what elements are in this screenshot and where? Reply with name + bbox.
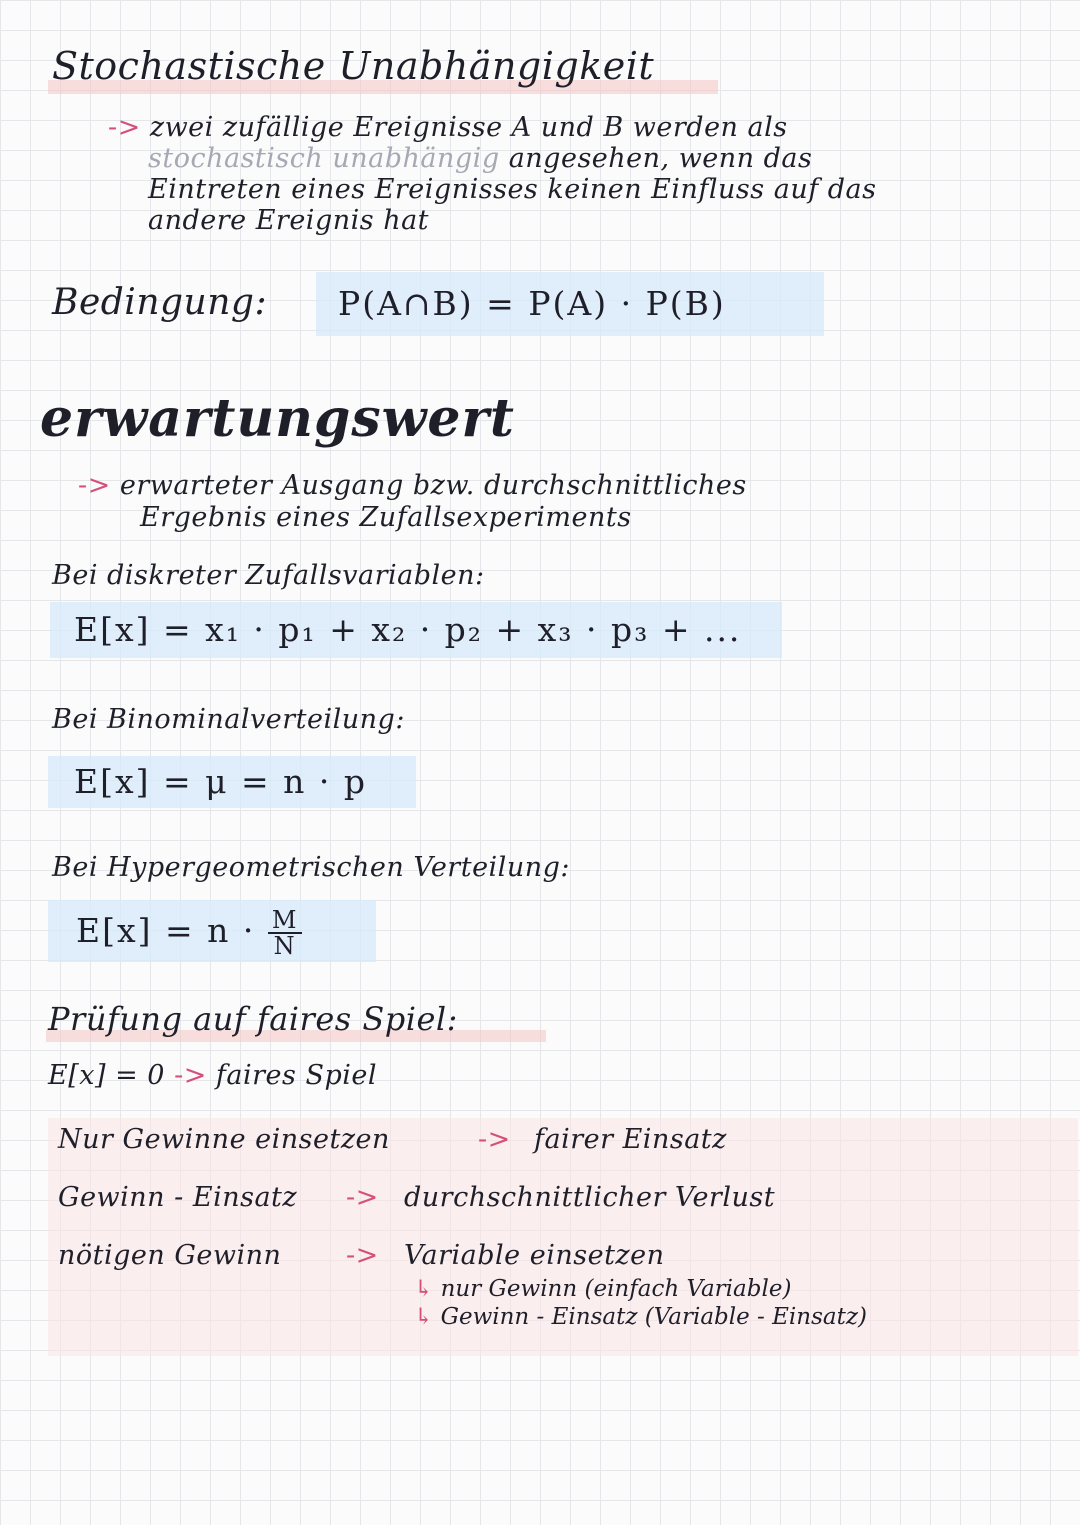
fraction-numerator: M: [268, 908, 303, 934]
return-arrow-icon: ↳: [414, 1304, 434, 1330]
rule-row-1-left: Nur Gewinne einsetzen: [58, 1124, 390, 1155]
condition-label: Bedingung:: [52, 282, 268, 323]
discrete-label: Bei diskreter Zufallsvariablen:: [52, 560, 485, 591]
rule-row-2-left: Gewinn - Einsatz: [58, 1182, 298, 1213]
arrow-icon: ->: [346, 1240, 379, 1271]
rule-row-3-right: Variable einsetzen: [404, 1240, 665, 1271]
sub-rule-1: [414, 1276, 791, 1302]
section-title-fair-game: Prüfung auf faires Spiel:: [48, 1000, 458, 1038]
condition-formula: P(A∩B) = P(A) · P(B): [338, 284, 726, 323]
rule-row-3-left: nötigen Gewinn: [58, 1240, 282, 1271]
definition-text-2: angesehen, wenn das: [499, 143, 813, 174]
arrow-icon: ->: [108, 112, 141, 143]
definition-line-3: Eintreten eines Ereignisses keinen Einfluss auf das: [148, 174, 877, 205]
discrete-formula: E[x] = x₁ · p₁ + x₂ · p₂ + x₃ · p₃ + ...: [74, 610, 742, 649]
arrow-icon: ->: [174, 1060, 207, 1091]
rule-row-2-right: durchschnittlicher Verlust: [404, 1182, 776, 1213]
definition-text-1: zwei zufällige Ereignisse A und B werden als: [149, 112, 788, 143]
expectation-desc-2: Ergebnis eines Zufallsexperiments: [140, 502, 632, 533]
rule-row-1-right: fairer Einsatz: [534, 1124, 727, 1155]
definition-line-4: andere Ereignis hat: [148, 205, 430, 236]
expectation-desc-text-1: erwarteter Ausgang bzw. durchschnittliches: [119, 470, 747, 501]
binomial-label: Bei Binominalverteilung:: [52, 704, 405, 735]
fair-game-rule: [48, 1060, 377, 1091]
arrow-icon: ->: [346, 1182, 379, 1213]
hypergeometric-formula-prefix: E[x] = n ·: [76, 911, 256, 950]
section-title-independence: Stochastische Unabhängigkeit: [52, 44, 655, 88]
sub-rule-2-text: Gewinn - Einsatz (Variable - Einsatz): [440, 1304, 867, 1330]
sub-rule-2: [414, 1304, 867, 1330]
hypergeometric-formula: [76, 908, 302, 958]
expectation-desc-1: [78, 470, 747, 501]
hypergeometric-label: Bei Hypergeometrischen Verteilung:: [52, 852, 570, 883]
fraction: [268, 908, 303, 958]
definition-line-1: [108, 112, 788, 143]
definition-line-2: [148, 143, 812, 174]
arrow-icon: ->: [478, 1124, 511, 1155]
return-arrow-icon: ↳: [414, 1276, 434, 1302]
section-title-expectation: erwartungswert: [40, 388, 515, 449]
arrow-icon: ->: [78, 470, 111, 501]
term-highlight: stochastisch unabhängig: [148, 143, 500, 174]
binomial-formula: E[x] = μ = n · p: [74, 762, 368, 801]
fair-text: faires Spiel: [215, 1060, 378, 1091]
sub-rule-1-text: nur Gewinn (einfach Variable): [440, 1276, 792, 1302]
fraction-denominator: N: [273, 932, 297, 960]
fair-formula: E[x] = 0: [48, 1060, 165, 1091]
